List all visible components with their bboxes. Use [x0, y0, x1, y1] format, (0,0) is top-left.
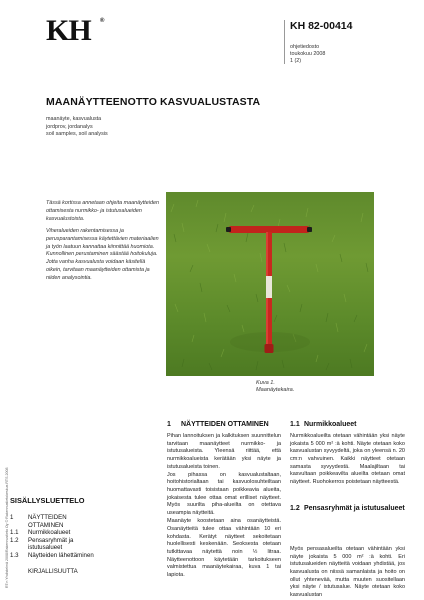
toc-item[interactable]: OTTAMINEN: [28, 521, 64, 529]
column-text: [290, 433, 405, 487]
intro-paragraph: Viheralueiden rakentamisessa ja perusparantamisessa käytettävien materiaalien ja työn laatuun kannattaa kiinnittää huomiota. Kunnollinen perustaminen säästää hoitokuluja. Jotta vanha kasvualusta voidaan käsitellä oikein, tarvitaan maanäytteiden ottamista ja niiden analysointia.: [46, 227, 159, 282]
soil-auger-photo: [166, 192, 374, 376]
toc-title: SISÄLLYSLUETTELO: [10, 496, 85, 505]
document-meta: [290, 44, 325, 65]
caption-text: Maanäytekaira.: [256, 387, 295, 394]
column-text: [290, 546, 405, 600]
toc-item[interactable]: 1.2 Pensasryhmät ja: [10, 536, 74, 544]
doc-date: toukokuu 2008: [290, 51, 326, 57]
kh-logo: [46, 14, 108, 47]
page-number: 1 (2): [290, 58, 302, 64]
registered-mark: ®: [100, 18, 105, 24]
section-heading-1-2: 1.2 Pensasryhmät ja istutusalueet: [290, 505, 405, 512]
photo-caption: [256, 380, 294, 394]
intro-paragraph: Tässä kortissa annetaan ohjeita maanäytteiden ottamisesta nurmikko- ja istutusalueiden kasvualustoista.: [46, 200, 159, 222]
toc-item[interactable]: istutusalueet: [28, 544, 63, 552]
intro-text: [46, 200, 160, 287]
toc-item[interactable]: 1 NÄYTTEIDEN: [10, 514, 67, 521]
keyword-en: soil samples, soil analysis: [46, 131, 108, 138]
keyword-fi: maanäyte, kasvualusta: [46, 116, 102, 122]
toc-item[interactable]: 1.1 Nurmikkoalueet: [10, 529, 71, 537]
body-paragraph: Pihan lannoituksen ja kalkituksen suunnittelun tarvitaan maanäytteet nurmikko- ja istutusalueista. Yleensä riittää, että nurmikkoalueista kerätään yksi näyte ja istutusalueista toinen.: [167, 433, 281, 470]
body-paragraph: Jos pihassa on kasvualustaltaan, hoitohistorialtaan tai kasvuolosuhteiltaan huomattavasti toisistaan poikkeavia alueita, jokaisesta tulee ottaa omat erilliset näytteet. Myös suurilta piha-alueilta on otettava useampia näytteitä.: [167, 471, 281, 517]
column-text: [167, 433, 281, 580]
toc-item[interactable]: KIRJALLISUUTTA: [28, 567, 78, 575]
doc-type: ohjetiedosto: [290, 44, 320, 50]
table-of-contents: [10, 514, 160, 575]
section-heading-1-1: 1.1 Nurmikkoalueet: [290, 421, 357, 428]
keywords: [46, 116, 108, 139]
logo-text: KH: [46, 14, 91, 47]
document-code: KH 82-00414: [290, 20, 353, 32]
toc-item[interactable]: 1.3 Näytteiden lähettäminen: [10, 551, 94, 559]
section-heading-1: 1 NÄYTTEIDEN OTTAMINEN: [167, 421, 269, 428]
caption-number: Kuva 1.: [256, 380, 275, 386]
body-paragraph: Maanäyte koostetaan aina osanäytteistä. Osanäytteitä tulee ottaa vähintään 10 eri kohdasta. Kerätyt näytteet sekoitetaan huolellisesti keskenään. Seoksesta otetaan tutkittavaa näytettä noin ½ litraa. Näytteenottoon käytetään tarkoitukseen valmistettua maanäytekairaa, kuva 1 tai lapiota.: [167, 518, 281, 578]
header-divider: [284, 20, 285, 64]
body-paragraph: Nurmikkoalueilta otetaan vähintään yksi näyte jokaista 5 000 m² :ä kohti. Näyte otetaan koko kasvualustan syvyydeltä, joka on yleensä n. 20 cm:n vahvuinen. Kaikki näytteet otetaan samasta syvyydestä. Maalajiltaan tai kasvultaan poikkeavilta alueilta otetaan omat näytteet. Ruohokerros poistetaan näytteestä.: [290, 433, 405, 485]
page-title: MAANÄYTTEENOTTO KASVUALUSTASTA: [46, 96, 261, 108]
keyword-sv: jordprov, jordanalys: [46, 123, 93, 130]
body-paragraph: Myös pensasalueilta otetaan vähintään yksi näyte jokaista 5 000 m² :ä kohti. Eri istutusalueiden näytteitä voidaan yhdistää, jos kasvualusta on niissä samanlaista ja hoito on ollut yhtenevää, mutta muuten suositellaan yksi näyte / istutusalue. Näyte otetaan koko kasvualustan: [290, 546, 405, 598]
side-copyright: [0, 398, 8, 588]
side-copyright-text: RT:n Yhdistelmä 2008/Rakennustieto Oy © Rakennustietokeskus RTS 2008: [5, 467, 9, 588]
